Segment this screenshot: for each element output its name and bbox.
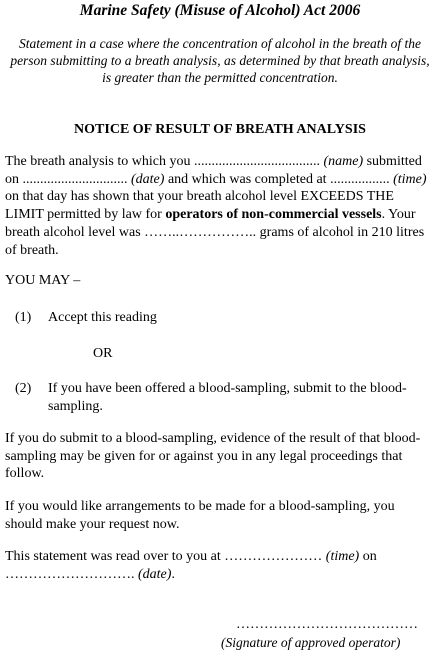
time-label: (time) [322,549,360,564]
arrangements-paragraph: If you would like arrangements to be made for a blood-sampling, you should make your request now. [5,499,395,532]
result-text: grams of alcohol in 210 litres of breath. [5,224,425,258]
option-2-text: If you have been offered a blood-sampling, submit to the blood-sampling. [48,381,407,414]
vessel-category: operators of non-commercial vessels [165,207,382,223]
time-blank: ................. [330,171,390,187]
result-paragraph [5,153,435,259]
result-text: The breath analysis to which you [5,154,194,169]
or-separator: OR [93,346,113,361]
date-label: (date) [127,171,165,187]
act-title: Marine Safety (Misuse of Alcohol) Act 2006 [79,2,361,19]
signature-line: ………………………………… [236,617,418,632]
option-1-text: Accept this reading [48,310,157,325]
result-text: submitted on [5,154,422,187]
preamble-statement: Statement in a case where the concentration of alcohol in the breath of the person submitting to a breath analysis, as determined by that breath analysis, is greater than the permitted concentration. [10,36,430,85]
option-1-number: (1) [15,310,32,325]
date-label: (date) [134,566,172,582]
result-text: on that day has shown that your breath alcohol level EXCEEDS THE LIMIT permitted by law for [5,189,394,223]
level-blank: ……..…………….. [144,224,257,240]
signature-label: (Signature of approved operator) [221,635,401,650]
name-blank: .................................... [193,154,320,169]
time-label: (time) [389,171,427,187]
read-over-text: This statement was read over to you at [5,549,225,564]
date-blank: .............................. [22,171,128,187]
time-blank: ………………… [224,549,323,564]
result-text: and which was completed at [164,171,331,187]
date-blank: ………………………. [5,566,135,582]
evidence-paragraph: If you do submit to a blood-sampling, evidence of the result of that blood-sampling may be given for or against you in any legal proceedings that follow. [5,431,421,482]
read-over-text: on [359,549,377,564]
name-label: (name) [319,154,364,169]
read-over-text: . [171,566,175,582]
you-may-heading: YOU MAY – [5,273,81,288]
option-2-number: (2) [15,381,32,396]
read-over-paragraph [5,548,435,583]
result-text: . Your breath alcohol level was [5,207,416,240]
notice-heading: NOTICE OF RESULT OF BREATH ANALYSIS [74,122,366,137]
